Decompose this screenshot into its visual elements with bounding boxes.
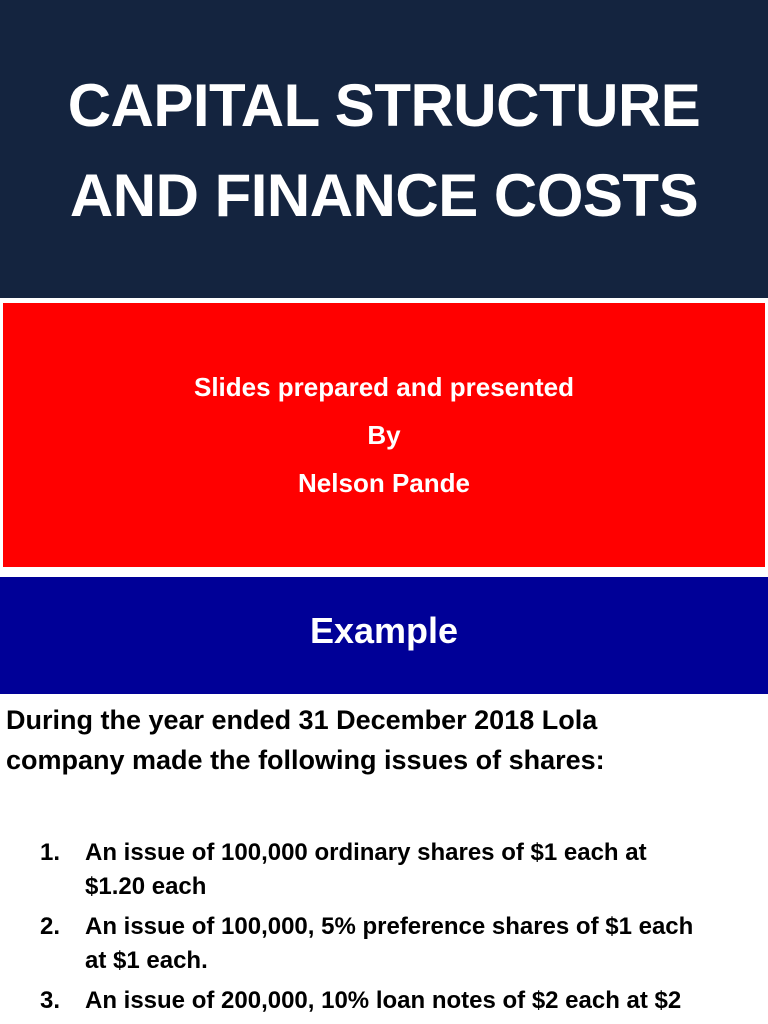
author-panel — [3, 303, 765, 567]
list-item-text-line-1: An issue of 200,000, 10% loan notes of $2 each at $2 — [85, 987, 682, 1014]
list-item-text-line-1: An issue of 100,000 ordinary shares of $1 each at — [85, 839, 647, 866]
list-item — [0, 836, 768, 904]
intro-line-1: During the year ended 31 December 2018 Lola — [6, 705, 598, 735]
list-item-text-line-2: at $1 each. — [85, 947, 208, 974]
author-name: Nelson Pande — [298, 468, 470, 498]
list-item-number: 1. — [40, 839, 61, 866]
example-banner — [0, 577, 768, 694]
list-item — [0, 910, 768, 978]
title-line-1: CAPITAL STRUCTURE — [67, 72, 701, 139]
list-item — [0, 984, 768, 1018]
example-body — [0, 700, 768, 1014]
author-line-prepared: Slides prepared and presented — [193, 372, 574, 402]
author-line-by: By — [367, 420, 401, 450]
title-panel — [0, 0, 768, 298]
example-label: Example — [309, 609, 459, 651]
list-item-text-line-1: An issue of 100,000, 5% preference shares of $1 each — [85, 913, 694, 940]
intro-line-2: company made the following issues of shares: — [6, 745, 605, 775]
issue-list — [0, 836, 768, 1024]
list-item-number: 2. — [40, 913, 61, 940]
list-item-number: 3. — [40, 987, 61, 1014]
title-line-2: AND FINANCE COSTS — [69, 162, 699, 229]
list-item-text-line-2: $1.20 each — [85, 873, 207, 900]
